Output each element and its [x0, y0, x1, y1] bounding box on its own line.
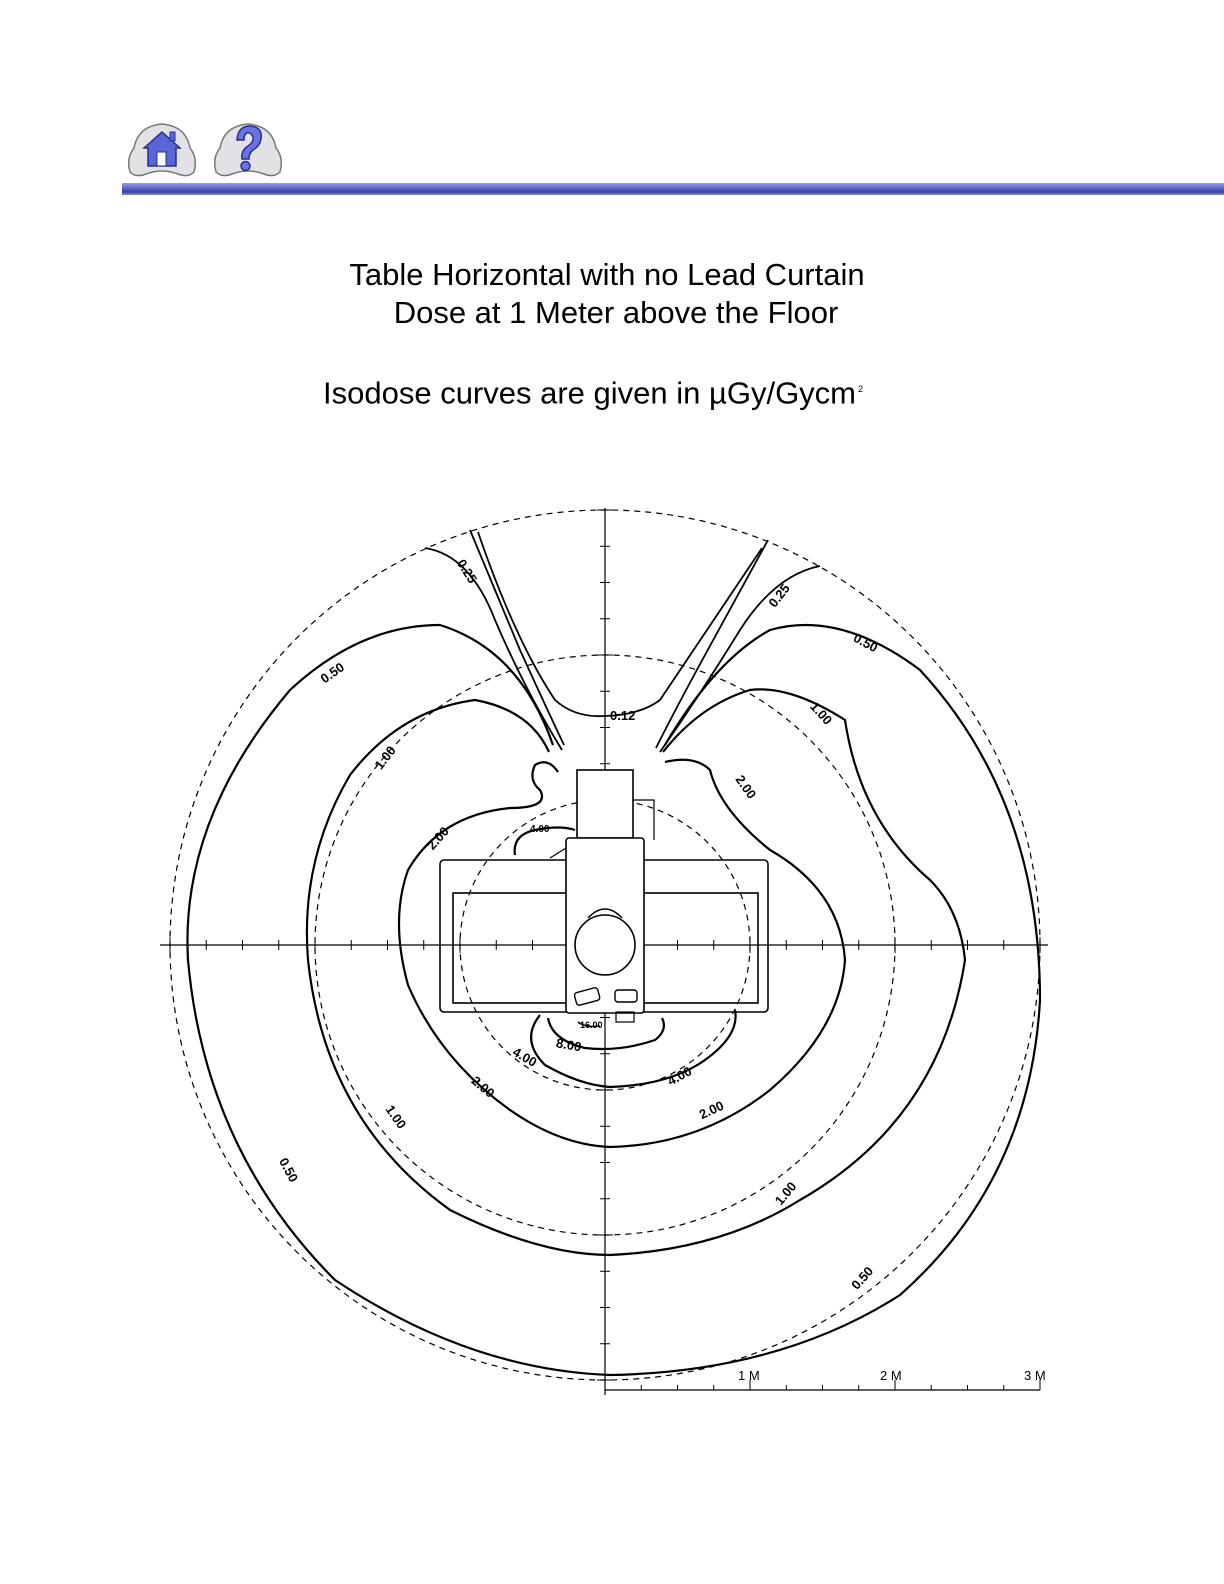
- title-line-2: Dose at 1 Meter above the Floor: [393, 295, 839, 330]
- label-2.00-upper-right: 2.00: [732, 772, 760, 802]
- isodose-curve-0.25-left: [425, 548, 562, 750]
- label-1.00-upper-right: 1.00: [807, 698, 836, 728]
- label-1.00-lower-right: 1.00: [771, 1178, 800, 1208]
- label-8.00: 8.00: [555, 1035, 583, 1055]
- label-0.50-upper-right: 0.50: [850, 630, 881, 656]
- title-line-1: Table Horizontal with no Lead Curtain: [349, 257, 865, 292]
- label-1.00-lower-left: 1.00: [382, 1102, 410, 1132]
- scale-label-3m: 3 M: [1024, 1368, 1046, 1383]
- label-0.25-left: 0.25: [453, 556, 481, 586]
- label-1.00-upper-left: 1.00: [371, 743, 399, 773]
- isodose-curve-0.25-right: [660, 566, 820, 752]
- scale-label-1m: 1 M: [738, 1368, 760, 1383]
- label-0.25-right: 0.25: [765, 580, 793, 611]
- unit-superscript: 2: [858, 384, 864, 394]
- title-line-3-text: Isodose curves are given in µGy/Gycm: [323, 375, 857, 411]
- label-4.00-upper: 4.00: [530, 824, 550, 835]
- label-16.00: 16.00: [580, 1020, 603, 1030]
- label-0.50-lower-right: 0.50: [848, 1263, 877, 1293]
- label-0.12: 0.12: [610, 708, 636, 723]
- label-2.00-lower-left: 2.00: [468, 1072, 498, 1101]
- c-arm-body: [566, 838, 644, 1013]
- isodose-curve-0.12: [478, 532, 762, 716]
- scale-label-2m: 2 M: [880, 1368, 902, 1383]
- label-4.00-lower-left: 4.00: [510, 1044, 540, 1070]
- c-arm-tube-housing: [577, 770, 633, 838]
- isodose-curve-0.25-left-inner: [470, 530, 564, 745]
- label-4.00-lower-right: 4.00: [664, 1063, 695, 1089]
- c-arm-tab-left: [550, 848, 566, 858]
- c-arm-support: [633, 800, 654, 840]
- label-0.50-upper-left: 0.50: [317, 659, 348, 687]
- label-2.00-lower-right: 2.00: [696, 1097, 727, 1123]
- label-0.50-lower-left: 0.50: [276, 1155, 302, 1185]
- label-2.00-upper-left: 2.00: [423, 823, 452, 853]
- isodose-curve-0.25-right-inner: [656, 540, 768, 748]
